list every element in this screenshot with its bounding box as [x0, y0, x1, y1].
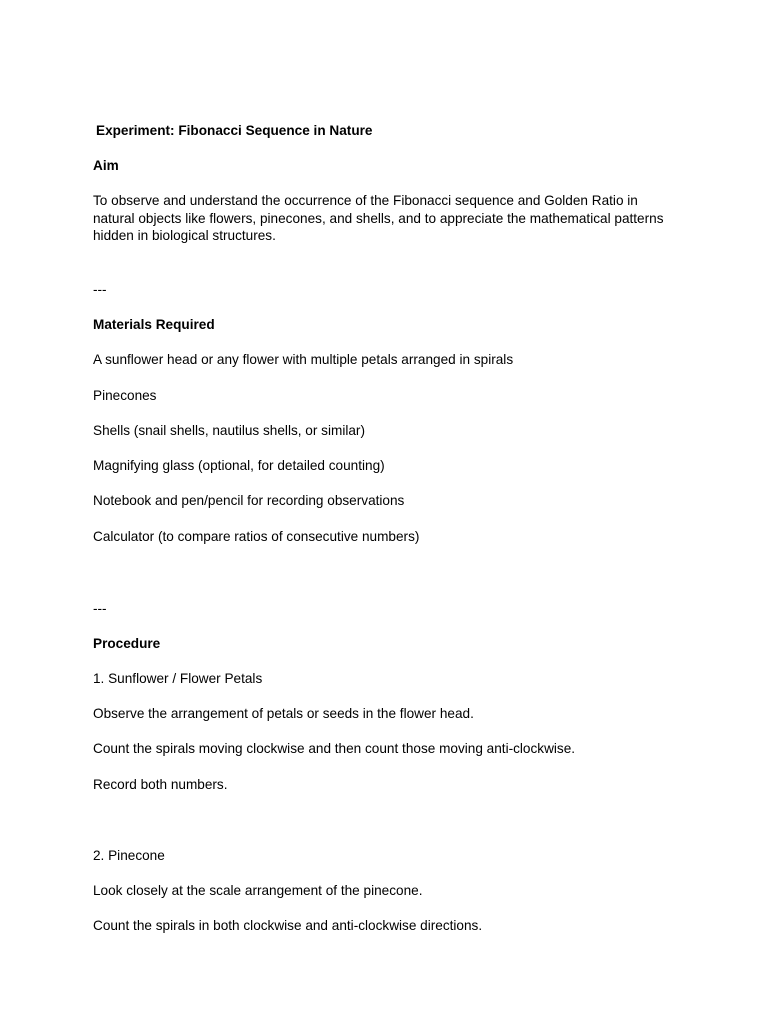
- step1-item-observe: Observe the arrangement of petals or seeds in the flower head.: [93, 706, 474, 721]
- step2-item-look: Look closely at the scale arrangement of the pinecone.: [93, 883, 423, 898]
- step1-title: 1. Sunflower / Flower Petals: [93, 671, 263, 686]
- procedure-heading: Procedure: [93, 636, 161, 651]
- step2-item-count: Count the spirals in both clockwise and anti-clockwise directions.: [93, 918, 483, 933]
- step1-item-record: Record both numbers.: [93, 777, 228, 792]
- materials-item-calculator: Calculator (to compare ratios of consecutive numbers): [93, 529, 420, 544]
- aim-text: To observe and understand the occurrence of the Fibonacci sequence and Golden Ratio in natural objects like flowers, pinecones, and shells, and to appreciate the mathematical patterns hidden in biological structures.: [93, 193, 664, 243]
- materials-item-sunflower: A sunflower head or any flower with multiple petals arranged in spirals: [93, 352, 514, 367]
- aim-heading: Aim: [93, 158, 119, 173]
- materials-item-shells: Shells (snail shells, nautilus shells, or similar): [93, 423, 365, 438]
- materials-item-notebook: Notebook and pen/pencil for recording observations: [93, 493, 405, 508]
- document-title: Experiment: Fibonacci Sequence in Nature: [96, 123, 373, 138]
- separator: ---: [93, 601, 107, 616]
- materials-heading: Materials Required: [93, 317, 215, 332]
- step1-item-count: Count the spirals moving clockwise and then count those moving anti-clockwise.: [93, 741, 576, 756]
- materials-item-magnifying-glass: Magnifying glass (optional, for detailed counting): [93, 458, 385, 473]
- separator: ---: [93, 282, 107, 297]
- materials-item-pinecones: Pinecones: [93, 388, 157, 403]
- step2-title: 2. Pinecone: [93, 848, 165, 863]
